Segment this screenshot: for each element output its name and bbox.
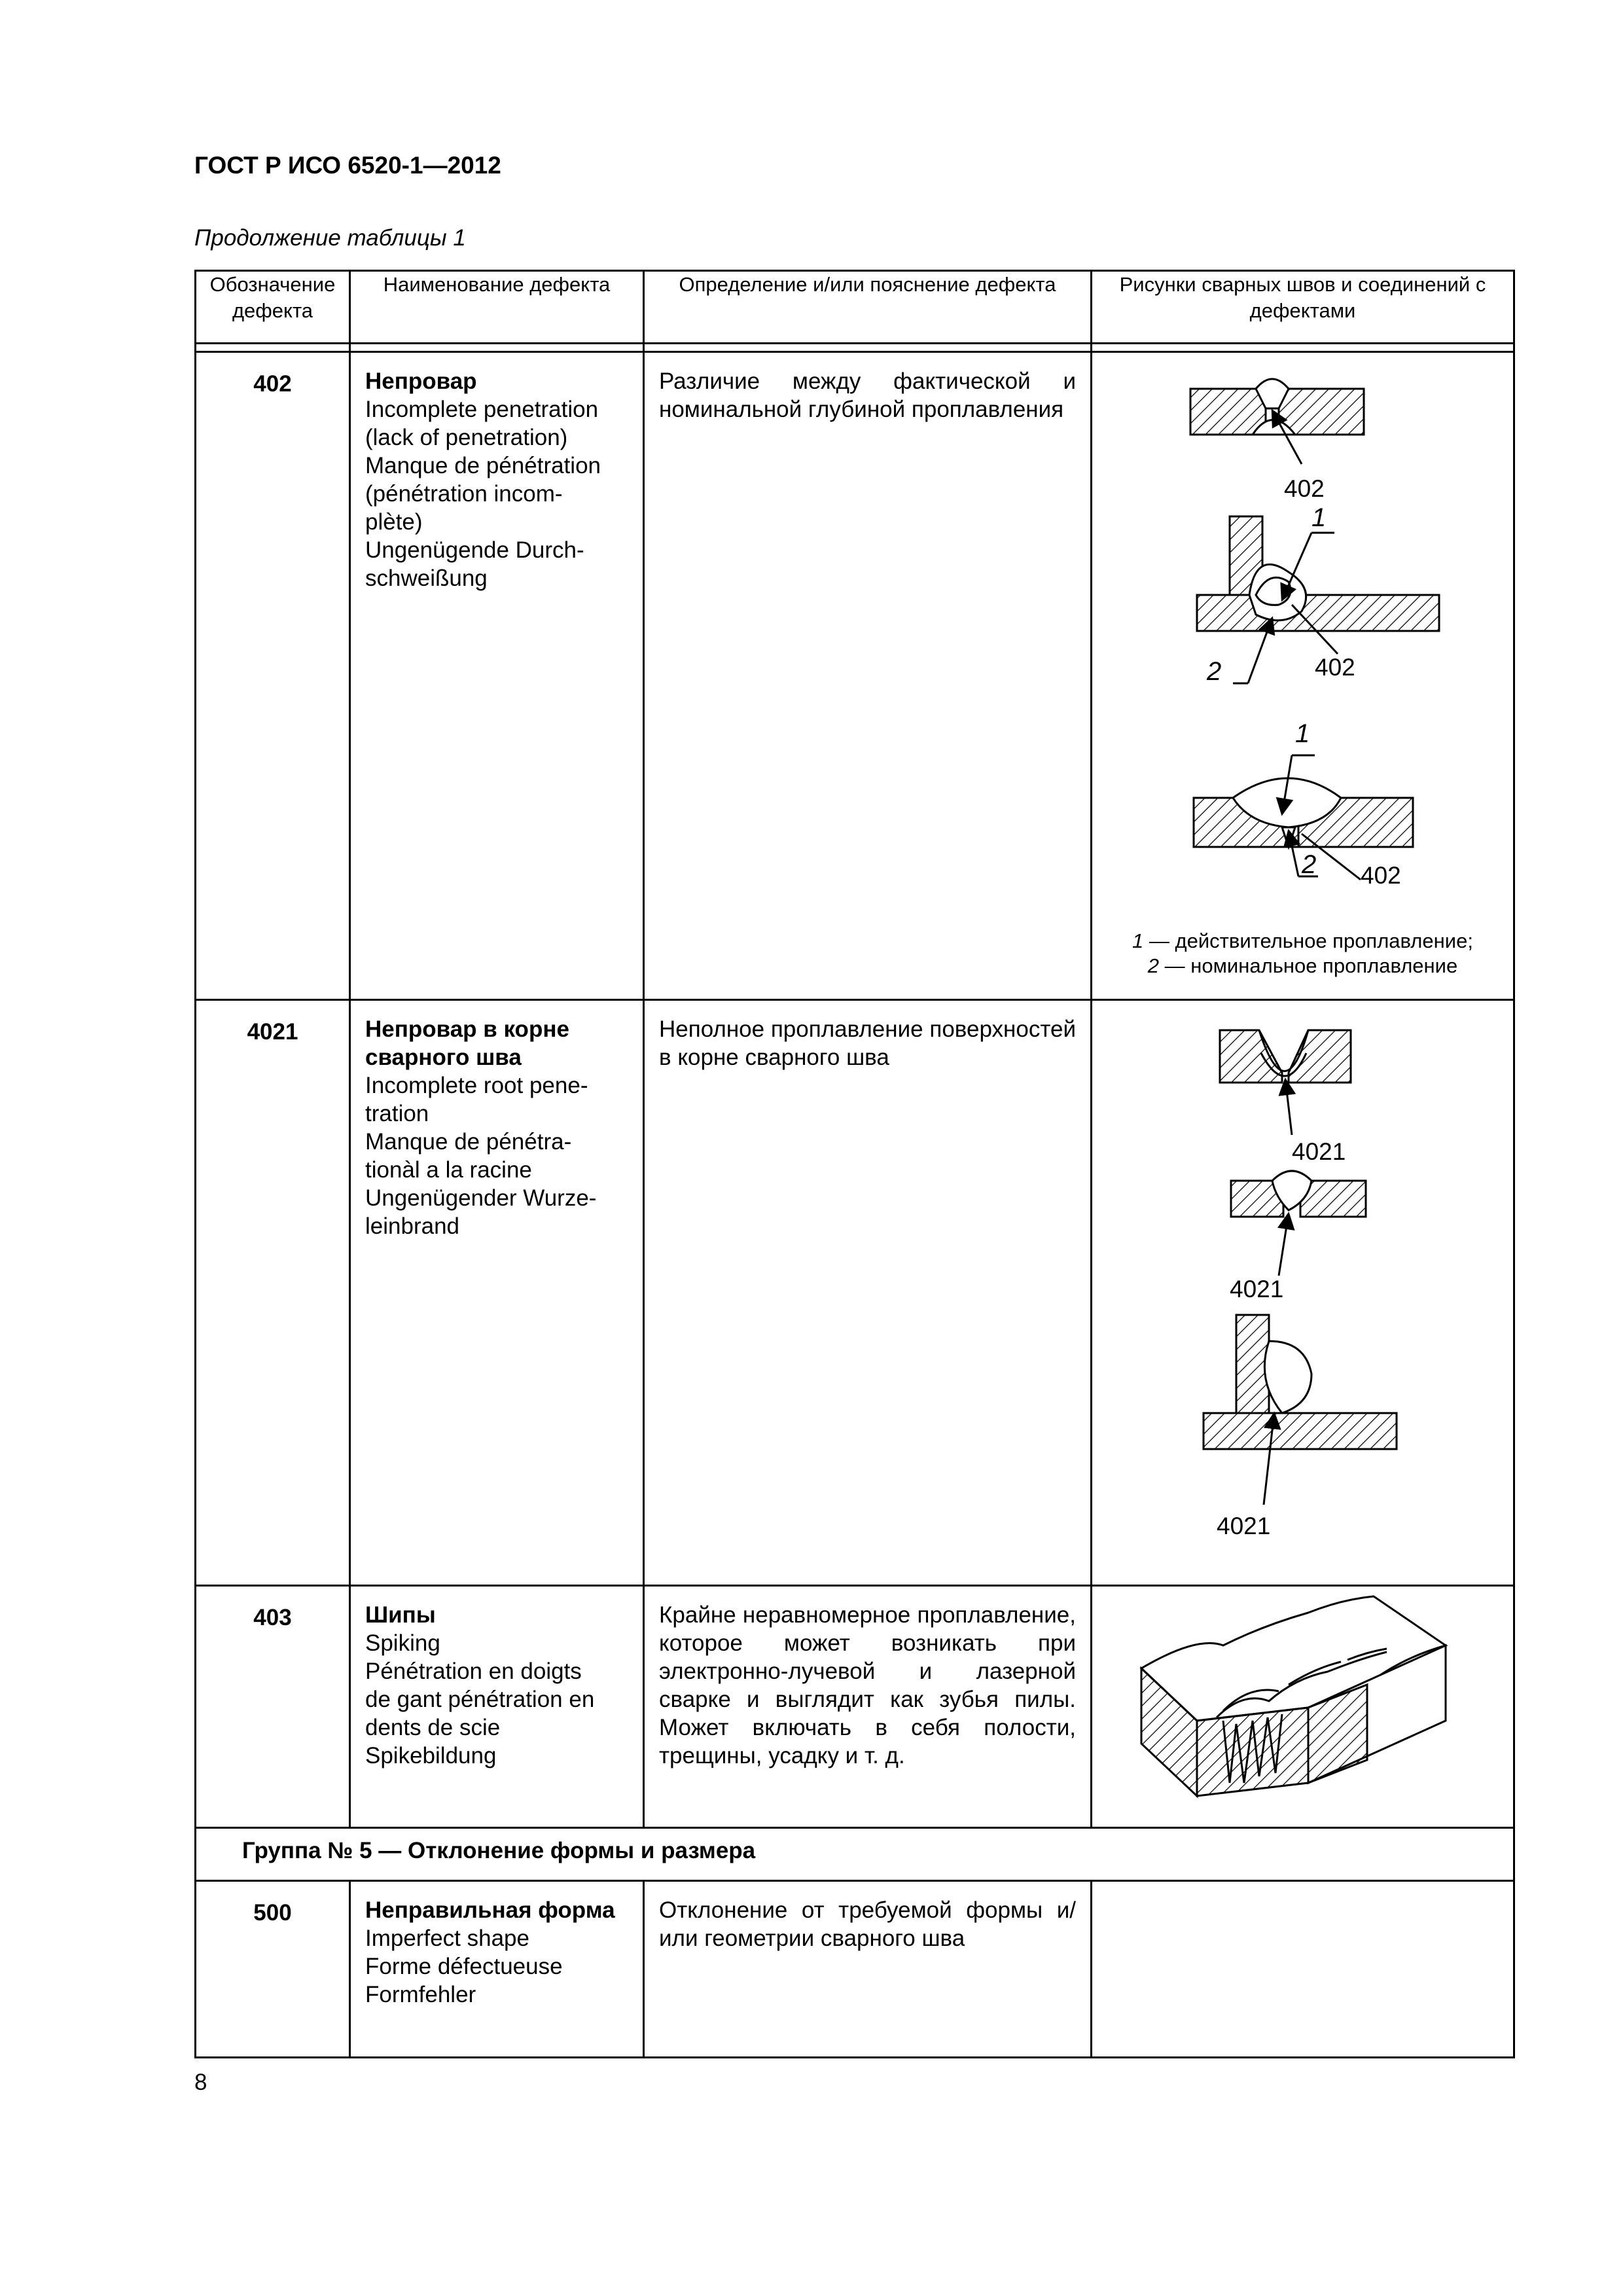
defect-name-ru: Шипы — [365, 1602, 436, 1628]
legend-text: — номинальное проплавление — [1159, 954, 1458, 977]
defects-table — [194, 270, 1515, 2058]
defect-name — [350, 1586, 644, 1828]
defect-code: 403 — [196, 1586, 350, 1828]
table-caption: Продолжение таблицы 1 — [194, 225, 466, 251]
defect-name-line: Manque de pénétra- — [365, 1129, 572, 1155]
defect-code: 500 — [196, 1881, 350, 2058]
figure-label: 2 — [1302, 850, 1317, 879]
defect-name-line: de gant pénétration en — [365, 1687, 595, 1712]
defect-name-line: schweißung — [365, 565, 488, 591]
group-row — [196, 1828, 1514, 1881]
figure-label: 2 — [1207, 657, 1222, 686]
group-title: Группа № 5 — Отклонение формы и размера — [196, 1828, 1514, 1881]
defect-name-ru: Непровар в корне сварного шва — [365, 1016, 569, 1070]
figure-legend — [1092, 929, 1513, 978]
table-row — [196, 352, 1514, 1000]
defect-figure-cell — [1092, 1586, 1514, 1828]
defect-name-line: Pénétration en doigts — [365, 1659, 582, 1684]
defect-name — [350, 1000, 644, 1586]
defect-definition: Неполное проплавление поверхностей в корне сварного шва — [644, 1000, 1092, 1586]
defect-name-line: Spikebildung — [365, 1743, 497, 1768]
defect-name — [350, 352, 644, 1000]
figure-label: 402 — [1315, 654, 1355, 681]
document-title: ГОСТ Р ИСО 6520-1—2012 — [194, 152, 501, 179]
col-header-name: Наименование дефекта — [350, 271, 644, 344]
defect-name-line: Formfehler — [365, 1982, 476, 2007]
defect-code: 4021 — [196, 1000, 350, 1586]
defect-figure-cell — [1092, 1881, 1514, 2058]
col-header-definition: Определение и/или пояснение дефекта — [644, 271, 1092, 344]
defect-name — [350, 1881, 644, 2058]
weld-figure-4021 — [1092, 1001, 1515, 1587]
defect-definition: Различие между фактической и номинальной глубиной проплавления — [644, 352, 1092, 1000]
defect-definition: Крайне неравномерное проплавление, которое может возникать при электронно-лучевой и лазерной сварке и выглядит как зубья пилы. Может включать в себя полости, трещины, усадку и т. д. — [644, 1586, 1092, 1828]
legend-num: 1 — [1132, 929, 1144, 952]
legend-line — [1092, 929, 1513, 954]
defect-name-line: (lack of penetration) — [365, 425, 568, 450]
defect-definition: Отклонение от требуемой формы и/или геометрии сварного шва — [644, 1881, 1092, 2058]
legend-num: 2 — [1147, 954, 1160, 977]
figure-label: 402 — [1284, 475, 1325, 502]
legend-text: — действительное проплавление; — [1143, 929, 1473, 952]
defect-name-line: Spiking — [365, 1630, 440, 1656]
weld-figure-403 — [1092, 1587, 1515, 1829]
col-header-figures: Рисунки сварных швов и соединений с дефектами — [1092, 271, 1514, 344]
table-header-row — [196, 271, 1514, 344]
defect-name-line: Incomplete penetration — [365, 397, 599, 422]
defect-name-line: dents de scie — [365, 1715, 501, 1740]
defect-name-line: leinbrand — [365, 1213, 459, 1239]
defect-name-line: plète) — [365, 509, 423, 535]
defect-code: 402 — [196, 352, 350, 1000]
defect-name-ru: Непровар — [365, 368, 477, 394]
defect-figure-cell — [1092, 1000, 1514, 1586]
defect-name-line: Ungenügende Durch- — [365, 537, 584, 563]
defect-name-line: Forme défectueuse — [365, 1954, 563, 1979]
defect-name-line: (pénétration incom- — [365, 481, 563, 507]
defect-name-line: tration — [365, 1101, 429, 1126]
defect-name-line: Incomplete root pene- — [365, 1073, 588, 1098]
table-row — [196, 1000, 1514, 1586]
figure-label: 4021 — [1292, 1138, 1346, 1165]
figure-label: 402 — [1361, 862, 1401, 889]
legend-line — [1092, 954, 1513, 978]
defect-name-line: Manque de pénétration — [365, 453, 601, 478]
header-separator — [196, 344, 1514, 352]
col-header-code: Обозначение дефекта — [196, 271, 350, 344]
defect-figure-cell — [1092, 352, 1514, 1000]
figure-label: 1 — [1311, 503, 1327, 532]
page-number: 8 — [194, 2070, 207, 2095]
defect-name-ru: Неправильная форма — [365, 1897, 615, 1923]
figure-label: 1 — [1295, 719, 1310, 748]
defect-name-line: Ungenügender Wurze- — [365, 1185, 597, 1211]
weld-figure-402 — [1092, 353, 1515, 1001]
figure-label: 4021 — [1217, 1513, 1271, 1539]
defect-name-line: Imperfect shape — [365, 1926, 529, 1951]
figure-label: 4021 — [1230, 1276, 1284, 1302]
table-row — [196, 1586, 1514, 1828]
defect-name-line: tionàl a la racine — [365, 1157, 532, 1183]
table-row — [196, 1881, 1514, 2058]
